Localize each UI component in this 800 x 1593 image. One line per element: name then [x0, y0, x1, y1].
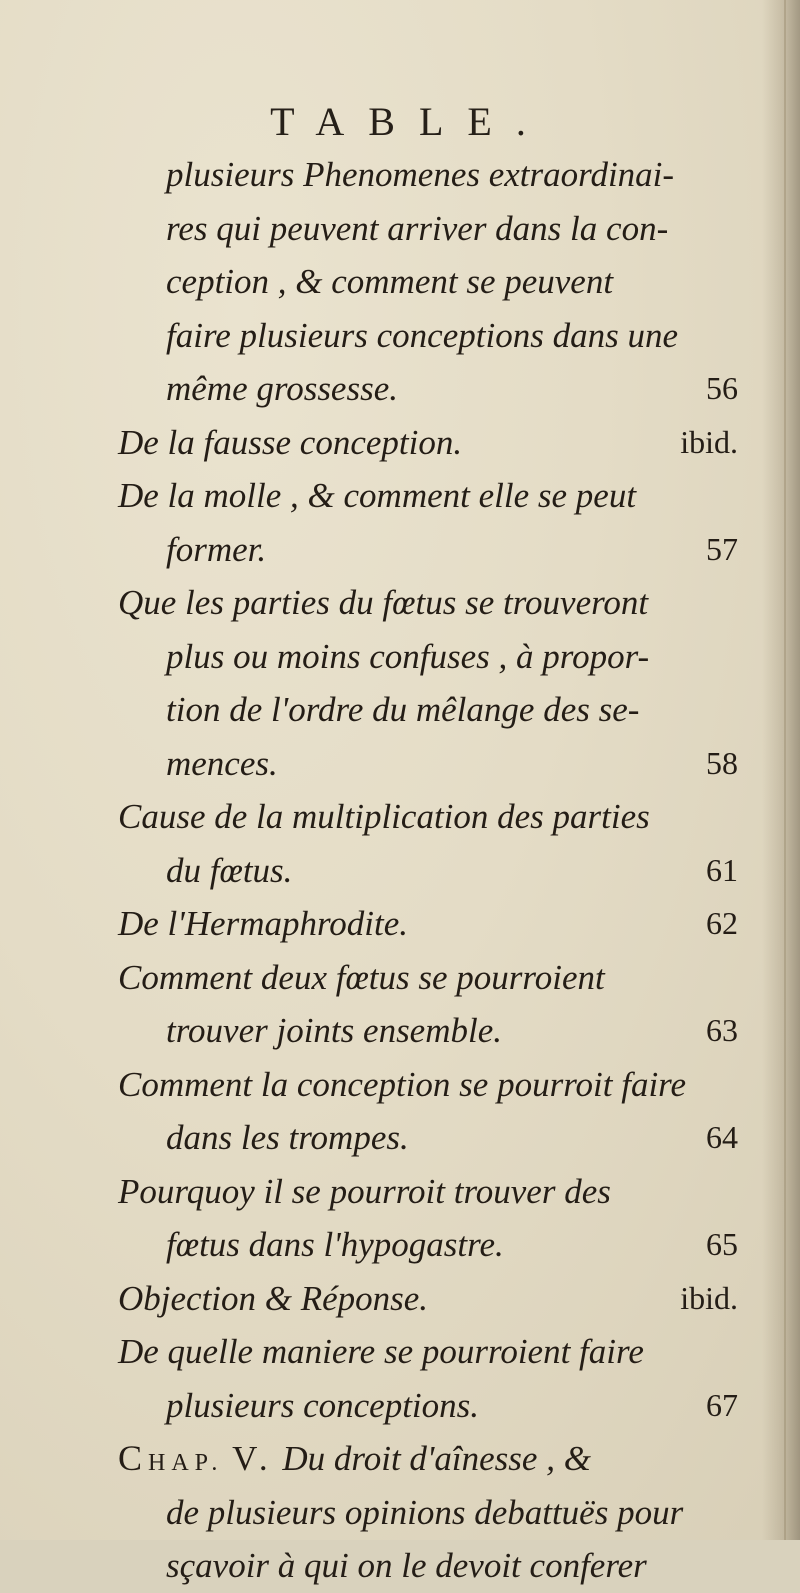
toc-line — [118, 844, 738, 898]
toc-line — [118, 790, 738, 844]
toc-entry-text: tion de l'ordre du mêlange des se- — [166, 690, 640, 729]
chapter-number: V. — [232, 1439, 274, 1478]
toc-line — [118, 255, 738, 309]
toc-entry-text: De l'Hermaphrodite. — [118, 904, 409, 943]
toc-entry-text: trouver joints ensemble. — [166, 1011, 503, 1050]
toc-entry-text: Comment la conception se pourroit faire — [118, 1064, 687, 1104]
toc-line — [118, 202, 738, 256]
toc-entry-text: De la molle , & comment elle se peut — [118, 476, 637, 515]
toc-page-number: ibid. — [680, 423, 738, 460]
toc-entry-text: même grossesse. — [166, 369, 398, 408]
toc-line — [118, 309, 738, 363]
toc-line — [118, 523, 738, 577]
toc-line — [118, 897, 738, 951]
chapter-title-line: de plusieurs opinions debattuës pour — [166, 1492, 684, 1532]
toc-page-number: 67 — [706, 1386, 738, 1423]
table-of-contents — [118, 148, 738, 1593]
toc-page-number: ibid. — [680, 1279, 738, 1316]
toc-entry-text: Pourquoy il se pourroit trouver des — [118, 1171, 611, 1211]
toc-line — [118, 362, 738, 416]
chapter-label: CHAP. — [118, 1438, 224, 1478]
toc-entry-text: mences. — [166, 743, 278, 783]
toc-entry-text: Que les parties du fœtus se trouveront — [118, 583, 649, 622]
toc-entry-text: dans les trompes. — [166, 1118, 409, 1157]
toc-line — [118, 1165, 738, 1219]
toc-line — [118, 737, 738, 791]
chapter-title-line: Du droit d'aînesse , & — [282, 1439, 591, 1478]
toc-page-number: 56 — [706, 370, 738, 406]
toc-page-number: 58 — [706, 744, 738, 781]
toc-line — [118, 1004, 738, 1058]
toc-line — [118, 951, 738, 1005]
toc-line — [118, 1111, 738, 1165]
toc-entry-text: plusieurs conceptions. — [166, 1385, 480, 1425]
toc-line — [118, 416, 738, 470]
toc-entry-text: plus ou moins confuses , à propor- — [166, 636, 650, 676]
toc-page-number: 61 — [706, 851, 738, 888]
toc-entry-text: Objection & Réponse. — [118, 1278, 429, 1318]
toc-line — [118, 1272, 738, 1326]
toc-entry-text: ception , & comment se peuvent — [166, 262, 614, 301]
toc-page-number: 57 — [706, 530, 738, 567]
toc-line — [118, 1325, 738, 1379]
toc-entry-text: former. — [166, 529, 267, 569]
toc-line — [118, 1058, 738, 1112]
toc-line — [118, 1218, 738, 1272]
toc-entry-text: De la fausse conception. — [118, 422, 463, 462]
toc-line — [118, 630, 738, 684]
toc-page-number: 62 — [706, 905, 738, 941]
toc-entry-text: Cause de la multiplication des parties — [118, 797, 650, 836]
toc-entry-text: Comment deux fœtus se pourroient — [118, 957, 605, 997]
toc-line — [118, 1379, 738, 1433]
toc-entry-text: plusieurs Phenomenes extraordinai- — [166, 155, 675, 194]
toc-line — [118, 576, 738, 630]
toc-line — [118, 148, 738, 202]
toc-entry-text: De quelle maniere se pourroient faire — [118, 1332, 644, 1371]
page-gutter-shadow — [762, 0, 800, 1540]
chapter-heading — [118, 1432, 738, 1486]
chapter-title-line: sçavoir à qui on le devoit conferer — [166, 1546, 647, 1585]
toc-page-number: 64 — [706, 1119, 738, 1155]
toc-line — [118, 683, 738, 737]
toc-page-number: 63 — [706, 1012, 738, 1048]
toc-entry-text: faire plusieurs conceptions dans une — [166, 315, 678, 355]
running-header: TABLE. — [270, 99, 550, 144]
toc-entry-text: du fœtus. — [166, 850, 293, 890]
toc-entry-text: res qui peuvent arriver dans la con- — [166, 208, 669, 248]
toc-page-number: 65 — [706, 1226, 738, 1262]
page-edge — [784, 0, 786, 1540]
toc-line — [118, 469, 738, 523]
toc-entry-text: fœtus dans l'hypogastre. — [166, 1225, 504, 1264]
